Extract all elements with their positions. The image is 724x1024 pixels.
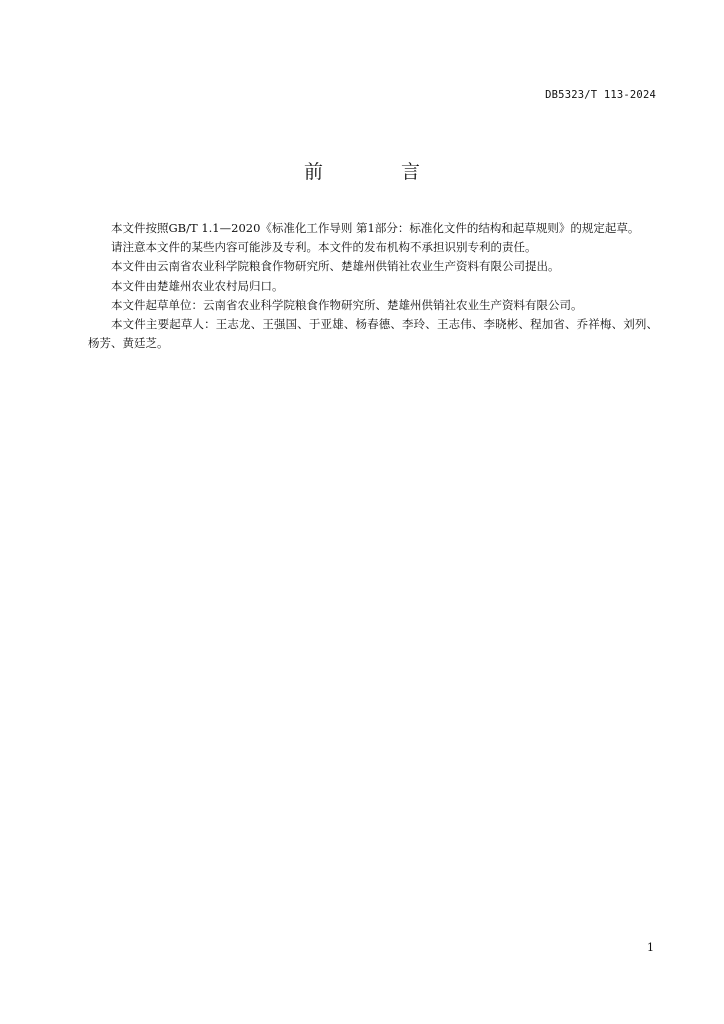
- paragraph-drafting-rules: 本文件按照GB/T 1.1—2020《标准化工作导则 第1部分：标准化文件的结构和起草规则》的规定起草。: [111, 221, 640, 235]
- foreword-body: [88, 219, 658, 353]
- page-number: 1: [647, 941, 654, 954]
- paragraph-patent-notice: 请注意本文件的某些内容可能涉及专利。本文件的发布机构不承担识别专利的责任。: [111, 240, 537, 255]
- paragraph-proposer: 本文件由云南省农业科学院粮食作物研究所、楚雄州供销社农业生产资料有限公司提出。: [111, 259, 560, 274]
- document-code: DB5323/T 113-2024: [545, 89, 656, 101]
- paragraph-drafters: 本文件主要起草人：王志龙、王强国、于亚雄、杨春德、李玲、王志伟、李晓彬、程加省、乔祥梅、刘列、杨芳、黄廷芝。: [88, 317, 658, 351]
- paragraph-centralized-unit: 本文件由楚雄州农业农村局归口。: [111, 278, 284, 293]
- page-title: 前 言: [303, 161, 457, 183]
- paragraph-drafting-units: 本文件起草单位：云南省农业科学院粮食作物研究所、楚雄州供销社农业生产资料有限公司。: [111, 297, 583, 312]
